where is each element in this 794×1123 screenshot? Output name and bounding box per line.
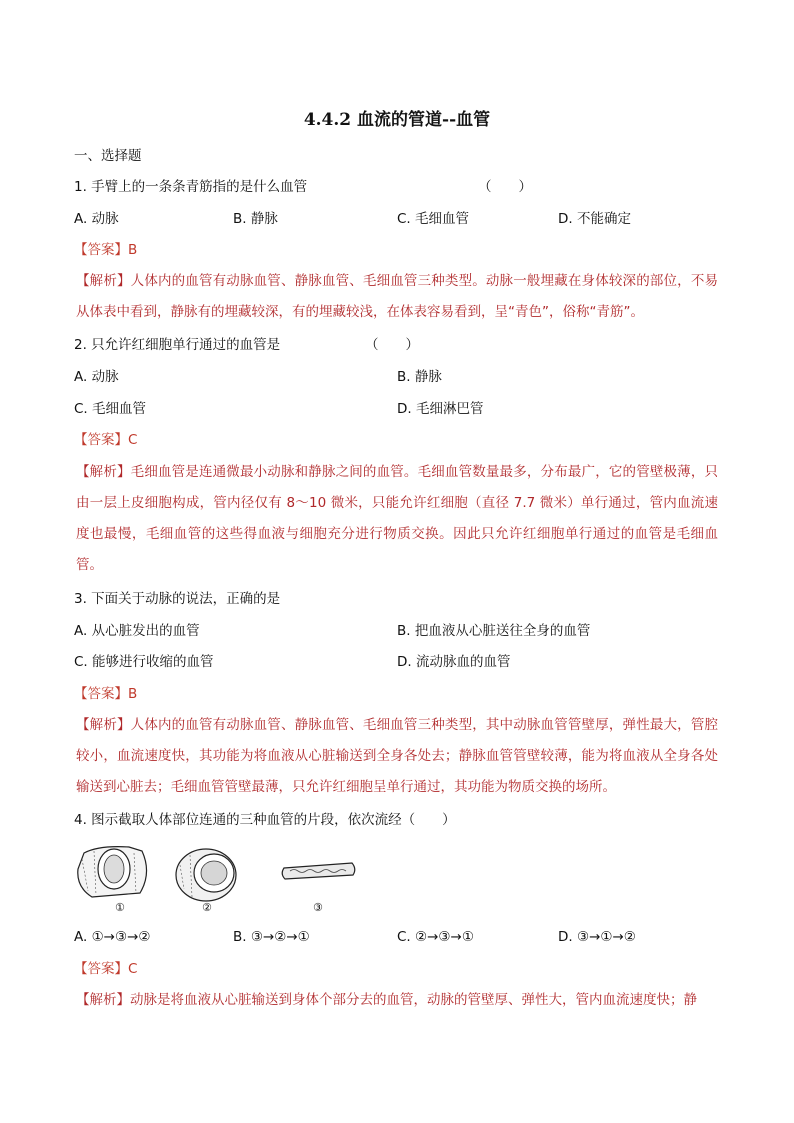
q1-stem: 1. 手臂上的一条条青筋指的是什么血管 [74, 179, 308, 195]
q3-stem: 3. 下面关于动脉的说法，正确的是 [74, 591, 281, 607]
vessel-drawings [74, 843, 374, 903]
section-heading: 一、选择题 [74, 148, 142, 164]
answer-tag: 【答案】 [74, 432, 128, 448]
q4-option-c: C. ②→③→① [397, 929, 474, 945]
q2-analysis-text: 毛细血管是连通微最小动脉和静脉之间的血管。毛细血管数量最多，分布最广，它的管壁极薄，只由一层上皮细胞构成，管内径仅有 8～10 微米，只能允许红细胞（直径 7.7 微米）单行通过，管内血流速度也最慢，毛细血管的这些得血液与细胞充分进行物质交换。因此只允许红细胞单行通过的血管是毛细血管。 [76, 464, 719, 573]
q1-option-a: A. 动脉 [74, 211, 119, 227]
q3-option-d: D. 流动脉血的血管 [397, 654, 511, 670]
q3-answer [74, 685, 137, 703]
analysis-tag: 【解析】 [76, 992, 130, 1008]
analysis-tag: 【解析】 [76, 273, 131, 289]
q4-analysis-text: 动脉是将血液从心脏输送到身体个部分去的血管，动脉的管壁厚、弹性大，管内血流速度快；静 [130, 992, 697, 1008]
q4-answer [74, 960, 137, 978]
q4-option-b: B. ③→②→① [233, 929, 310, 945]
q2-answer [74, 431, 137, 449]
vessel-2-drawing [176, 849, 236, 901]
figure-label-3: ③ [313, 901, 323, 914]
blood-vessel-figure [74, 843, 374, 918]
q1-analysis [76, 266, 718, 328]
q2-analysis [76, 457, 718, 581]
q1-option-c: C. 毛细血管 [397, 211, 470, 227]
q4-analysis [76, 985, 718, 1016]
q3-option-b: B. 把血液从心脏送往全身的血管 [397, 623, 591, 639]
q4-answer-value: C [128, 961, 138, 977]
answer-tag: 【答案】 [74, 961, 128, 977]
figure-label-1: ① [115, 901, 125, 914]
analysis-tag: 【解析】 [76, 464, 131, 480]
q4-stem: 4. 图示截取人体部位连通的三种血管的片段，依次流经（ ） [74, 812, 456, 828]
answer-tag: 【答案】 [74, 686, 128, 702]
answer-tag: 【答案】 [74, 242, 128, 258]
q3-analysis-text: 人体内的血管有动脉血管、静脉血管、毛细血管三种类型，其中动脉血管管壁厚，弹性最大，管腔较小，血流速度快，其功能为将血液从心脏输送到全身各处去；静脉血管管壁较薄，能为将血液从全身各处输送到心脏去；毛细血管管壁最薄，只允许红细胞呈单行通过，其功能为物质交换的场所。 [76, 717, 719, 795]
q1-option-b: B. 静脉 [233, 211, 278, 227]
q1-paren: （ ） [478, 179, 532, 195]
q1-option-d: D. 不能确定 [558, 211, 631, 227]
q2-option-c: C. 毛细血管 [74, 401, 147, 417]
q3-analysis [76, 710, 718, 803]
q2-option-a: A. 动脉 [74, 369, 119, 385]
q2-paren: （ ） [365, 337, 419, 353]
q1-analysis-text: 人体内的血管有动脉血管、静脉血管、毛细血管三种类型。动脉一般埋藏在身体较深的部位，不易从体表中看到，静脉有的埋藏较深，有的埋藏较浅，在体表容易看到，呈“青色”，俗称“青筋”。 [76, 273, 719, 320]
q3-answer-value: B [128, 686, 138, 702]
q1-answer-value: B [128, 242, 138, 258]
vessel-1-drawing [78, 847, 147, 897]
q2-stem: 2. 只允许红细胞单行通过的血管是 [74, 337, 281, 353]
page-title: 4.4.2 血流的管道--血管 [303, 110, 491, 130]
q1-answer [74, 241, 137, 259]
q4-option-a: A. ①→③→② [74, 929, 151, 945]
q3-option-c: C. 能够进行收缩的血管 [74, 654, 214, 670]
q2-option-d: D. 毛细淋巴管 [397, 401, 484, 417]
figure-label-2: ② [202, 901, 212, 914]
q4-option-d: D. ③→①→② [558, 929, 636, 945]
q2-answer-value: C [128, 432, 138, 448]
analysis-tag: 【解析】 [76, 717, 131, 733]
vessel-3-drawing [282, 863, 355, 879]
q2-option-b: B. 静脉 [397, 369, 442, 385]
q3-option-a: A. 从心脏发出的血管 [74, 623, 200, 639]
